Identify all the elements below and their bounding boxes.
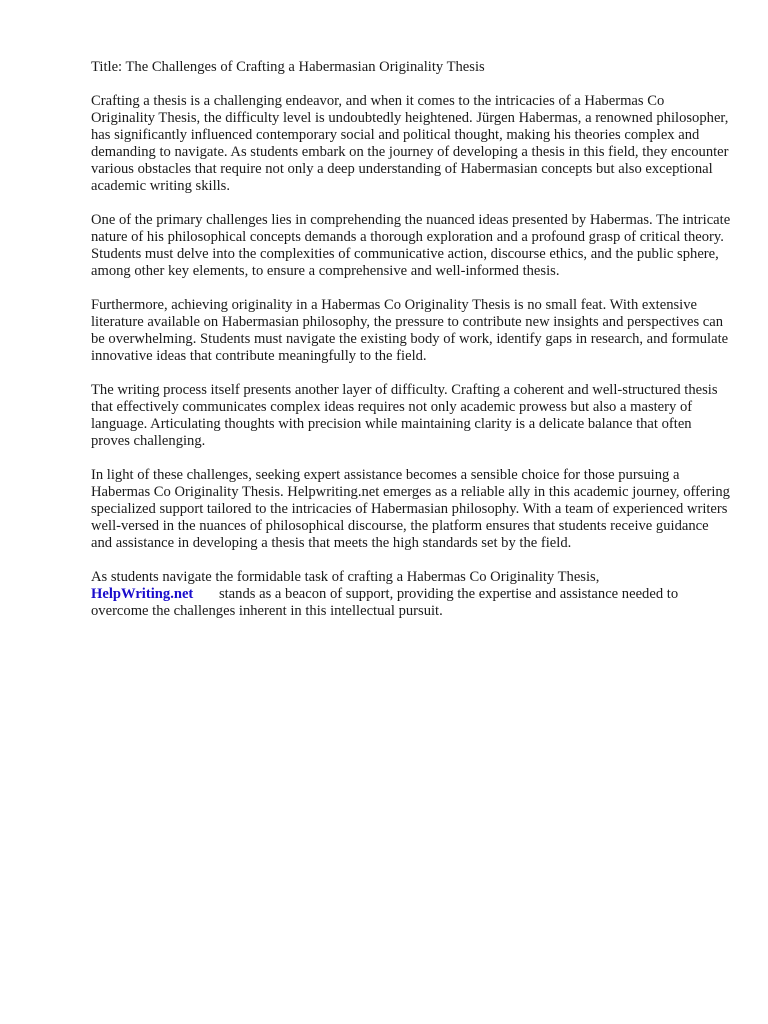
paragraph-writing-process: The writing process itself presents another layer of difficulty. Crafting a coherent and well-structured thesis that effectively communicates complex ideas requires not only academic prowess but also a mastery of language. Articulating thoughts with precision while maintaining clarity is a delicate balance that often proves challenging. [91, 382, 718, 449]
paragraph-challenges: One of the primary challenges lies in comprehending the nuanced ideas presented by Habermas. The intricate nature of his philosophical concepts demands a thorough exploration and a profound grasp of critical theory. Students must delve into the complexities of communicative action, discourse ethics, and the public sphere, among other key elements, to ensure a comprehensive and well-informed thesis. [91, 212, 731, 279]
paragraph-originality: Furthermore, achieving originality in a Habermas Co Originality Thesis is no small feat. With extensive literature available on Habermasian philosophy, the pressure to contribute new insights and perspectives can be overwhelming. Students must navigate the existing body of work, identify gaps in research, and formulate innovative ideas that contribute meaningfully to the field. [91, 297, 729, 364]
document-title: Title: The Challenges of Crafting a Habermasian Originality Thesis [91, 59, 485, 75]
document-page [91, 59, 731, 637]
paragraph-intro: Crafting a thesis is a challenging endeavor, and when it comes to the intricacies of a Habermas Co Originality Thesis, the difficulty level is undoubtedly heightened. Jürgen Habermas, a renowned philosopher, has significantly influenced contemporary social and political thought, making his theories complex and demanding to navigate. As students embark on the journey of developing a thesis in this field, they encounter various obstacles that require not only a deep understanding of Habermasian concepts but also exceptional academic writing skills. [91, 93, 729, 194]
helpwriting-link[interactable]: HelpWriting.net [91, 586, 194, 602]
paragraph-assistance: In light of these challenges, seeking expert assistance becomes a sensible choice for those pursuing a Habermas Co Originality Thesis. Helpwriting.net emerges as a reliable ally in this academic journey, offering specialized support tailored to the intricacies of Habermasian philosophy. With a team of experienced writers well-versed in the nuances of philosophical discourse, the platform ensures that students receive guidance and assistance in developing a thesis that meets the high standards set by the field. [91, 467, 730, 551]
paragraph-closing [91, 569, 731, 620]
closing-before-link: As students navigate the formidable task of crafting a Habermas Co Originality Thesis, [91, 569, 600, 585]
closing-after-link: stands as a beacon of support, providing the expertise and assistance needed to overcome the challenges inherent in this intellectual pursuit. [91, 586, 679, 619]
